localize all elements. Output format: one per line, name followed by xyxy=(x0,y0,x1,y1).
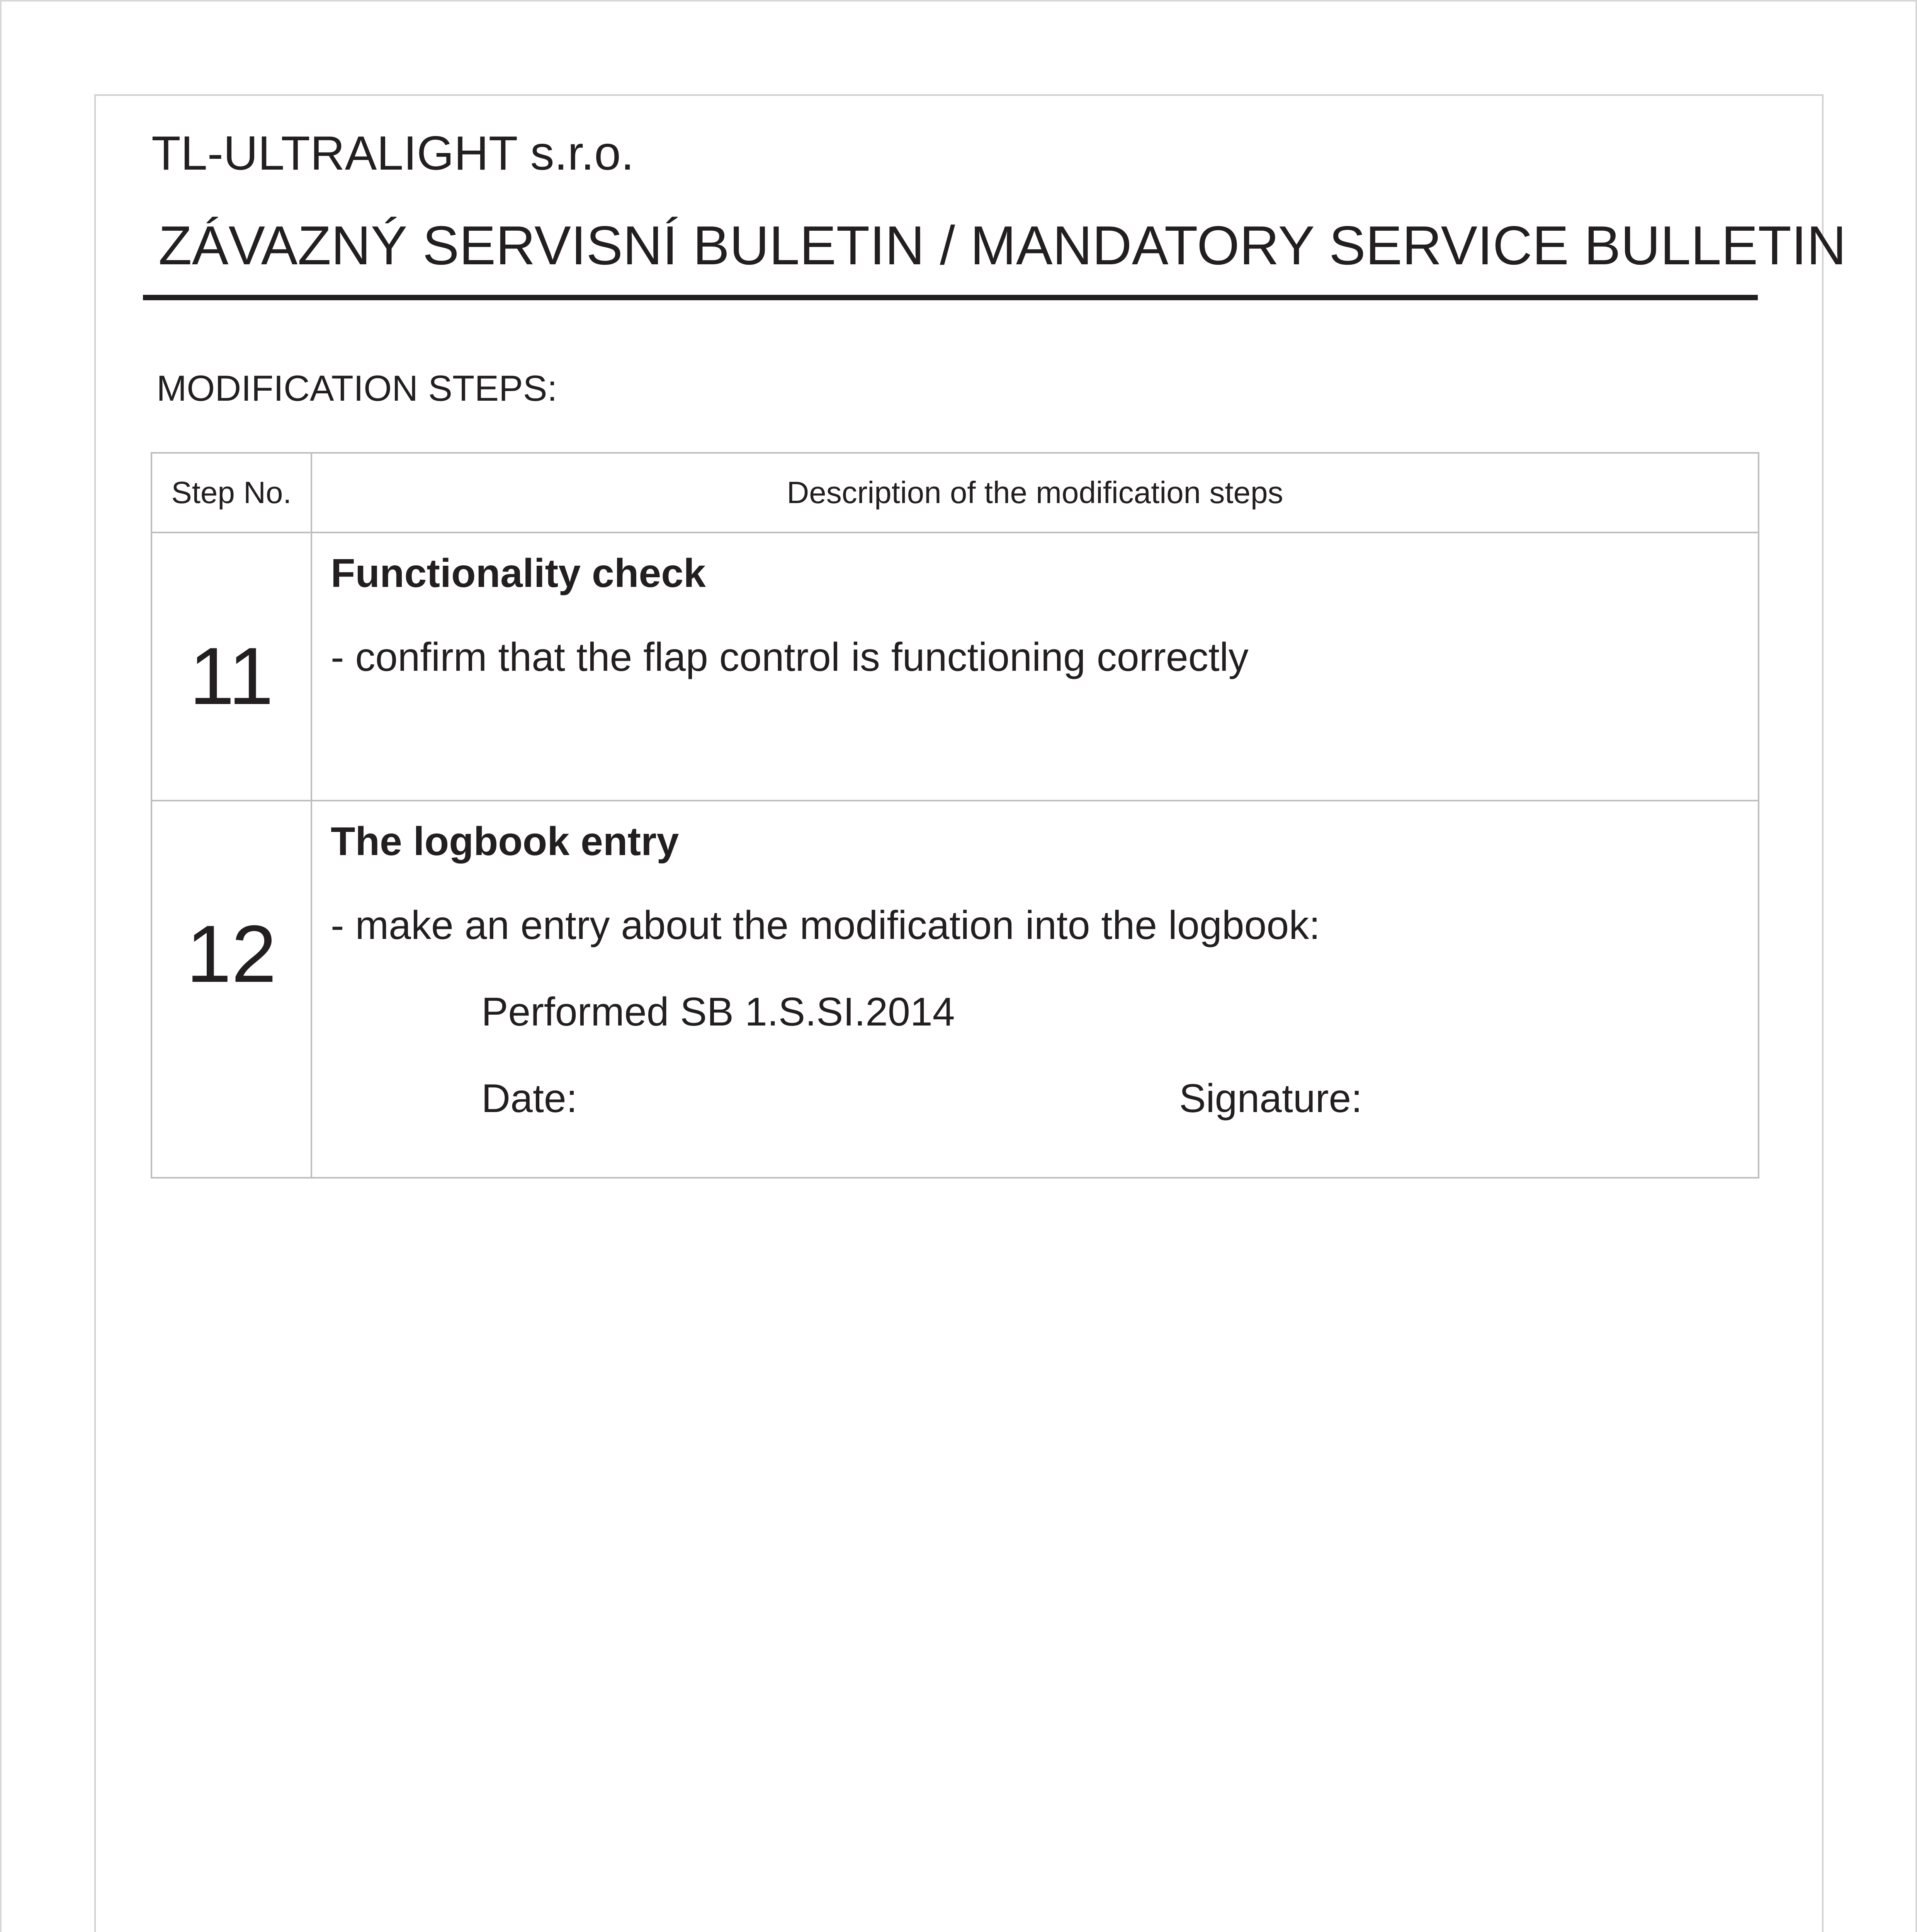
column-header-step: Step No. xyxy=(151,453,311,532)
header-divider xyxy=(143,295,1758,300)
section-label: MODIFICATION STEPS: xyxy=(156,368,557,408)
bulletin-title: ZÁVAZNÝ SERVISNÍ BULETIN / MANDATORY SERVICE BULLETIN xyxy=(158,215,1846,276)
signature-label: Signature: xyxy=(1179,1076,1363,1121)
step-heading: The logbook entry xyxy=(331,819,679,864)
step-number: 11 xyxy=(151,532,311,801)
step-instruction: - make an entry about the modification into the logbook: xyxy=(331,903,1320,948)
company-name: TL-ULTRALIGHT s.r.o. xyxy=(151,127,634,180)
date-label: Date: xyxy=(481,1076,578,1121)
step-description xyxy=(311,801,1759,1178)
table-row xyxy=(151,532,1759,801)
step-number: 12 xyxy=(151,801,311,1178)
logbook-date-signature-line xyxy=(481,1078,1758,1119)
table-row xyxy=(151,801,1759,1178)
logbook-performed-text: Performed SB 1.S.SI.2014 xyxy=(481,990,955,1034)
step-instruction: - confirm that the flap control is functioning correctly xyxy=(331,635,1249,680)
table-header-row xyxy=(151,453,1759,532)
column-header-description: Description of the modification steps xyxy=(311,453,1759,532)
step-heading: Functionality check xyxy=(331,551,706,596)
modification-steps-table xyxy=(151,452,1759,1179)
step-description xyxy=(311,532,1759,801)
